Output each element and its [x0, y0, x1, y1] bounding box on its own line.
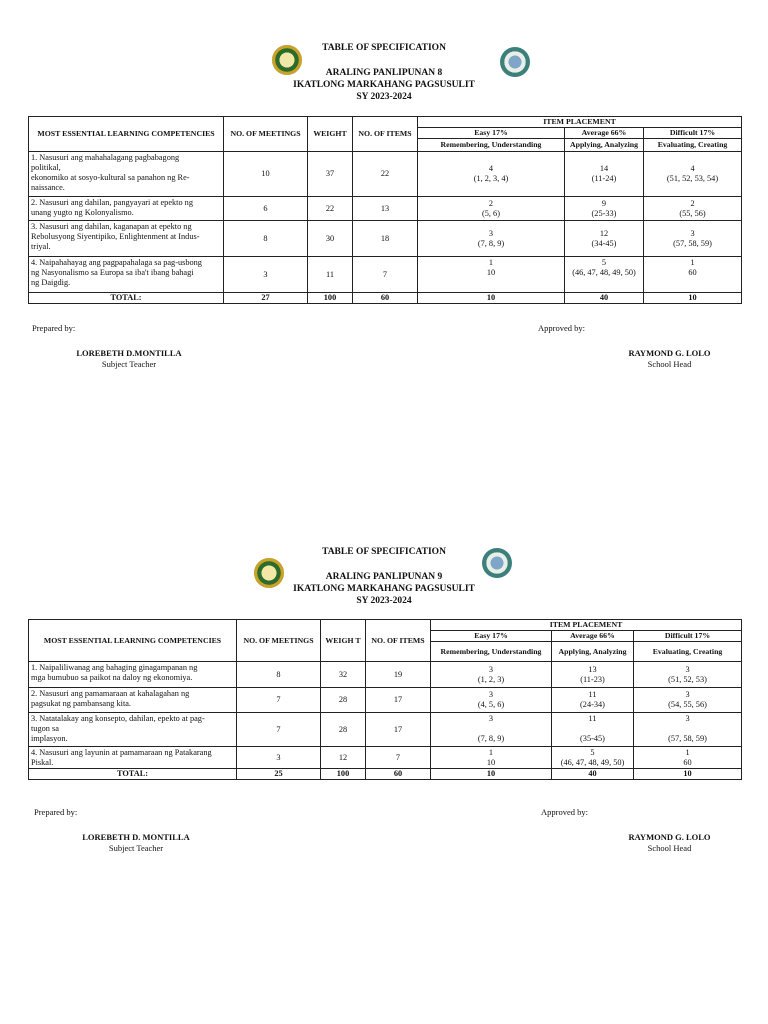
teacher-name: LOREBETH D. MONTILLA — [82, 832, 190, 842]
weight-cell: 37 — [308, 152, 353, 197]
total-meetings: 27 — [224, 293, 308, 304]
items-cell: 22 — [353, 152, 418, 197]
items-cell: 17 — [366, 713, 431, 747]
total-average: 40 — [552, 769, 634, 780]
meetings-header: NO. OF MEETINGS — [237, 620, 321, 662]
total-weight: 100 — [308, 293, 353, 304]
specification-table — [28, 619, 742, 780]
easy-cell: 4 (1, 2, 3, 4) — [418, 152, 565, 197]
weight-cell: 11 — [308, 257, 353, 293]
table-row — [29, 152, 742, 197]
average-cell: 11 (24-34) — [552, 688, 634, 713]
item-placement-header: ITEM PLACEMENT — [431, 620, 742, 631]
total-average: 40 — [565, 293, 644, 304]
table-row — [29, 713, 742, 747]
subject-title: ARALING PANLIPUNAN 8 — [325, 68, 443, 78]
weight-cell: 30 — [308, 221, 353, 257]
competency-cell: 1. Naipaliliwanag ang bahaging ginagampanan ng mga bumubuo sa paikot na daloy ng ekonomiya. — [29, 662, 237, 688]
subject-title: ARALING PANLIPUNAN 9 — [325, 572, 443, 582]
average-cell: 12 (34-45) — [565, 221, 644, 257]
weight-cell: 22 — [308, 197, 353, 221]
total-items: 60 — [366, 769, 431, 780]
average-cell: 11 (35-45) — [552, 713, 634, 747]
exam-title: IKATLONG MARKAHANG PAGSUSULIT — [293, 80, 475, 90]
competency-cell: 4. Naipahahayag ang pagpapahalaga sa pag-usbong ng Nasyonalismo sa Europa sa iba't ibang bahagi ng Daigdig. — [29, 257, 224, 293]
weight-cell: 28 — [321, 688, 366, 713]
easy-cell: 1 10 — [418, 257, 565, 293]
exam-title: IKATLONG MARKAHANG PAGSUSULIT — [293, 584, 475, 594]
total-row — [29, 293, 742, 304]
doc-title: TABLE OF SPECIFICATION — [322, 547, 446, 557]
doc-title: TABLE OF SPECIFICATION — [322, 43, 446, 53]
table-row — [29, 688, 742, 713]
item-placement-header: ITEM PLACEMENT — [418, 117, 742, 128]
specification-table — [28, 116, 742, 304]
items-cell: 18 — [353, 221, 418, 257]
items-cell: 7 — [366, 747, 431, 769]
head-signature-block — [592, 831, 747, 854]
meetings-cell: 3 — [224, 257, 308, 293]
items-cell: 13 — [353, 197, 418, 221]
teacher-signature-block — [46, 831, 226, 854]
average-header: Average 66% — [552, 631, 634, 642]
easy-cell: 3 (7, 8, 9) — [431, 713, 552, 747]
meetings-header: NO. OF MEETINGS — [224, 117, 308, 152]
difficult-header: Difficult 17% — [634, 631, 742, 642]
items-header: NO. OF ITEMS — [353, 117, 418, 152]
meetings-cell: 3 — [237, 747, 321, 769]
total-weight: 100 — [321, 769, 366, 780]
easy-subheader: Remembering, Understanding — [418, 139, 565, 152]
difficult-cell: 3 (51, 52, 53) — [634, 662, 742, 688]
school-year: SY 2023-2024 — [356, 92, 412, 102]
difficult-cell: 1 60 — [644, 257, 742, 293]
total-meetings: 25 — [237, 769, 321, 780]
items-cell: 19 — [366, 662, 431, 688]
head-name: RAYMOND G. LOLO — [628, 832, 711, 842]
table-row — [29, 221, 742, 257]
competency-cell: 3. Nasusuri ang dahilan, kaganapan at epekto ng Rebolusyong Siyentipiko, Enlightenment at Indus- triyal. — [29, 221, 224, 257]
meetings-cell: 8 — [237, 662, 321, 688]
average-subheader: Applying, Analyzing — [552, 642, 634, 662]
head-name: RAYMOND G. LOLO — [628, 348, 711, 358]
weight-cell: 28 — [321, 713, 366, 747]
difficult-subheader: Evaluating, Creating — [644, 139, 742, 152]
weight-header: WEIGH T — [321, 620, 366, 662]
prepared-by-label: Prepared by: — [34, 807, 78, 817]
weight-header: WEIGHT — [308, 117, 353, 152]
easy-cell: 3 (7, 8, 9) — [418, 221, 565, 257]
weight-cell: 12 — [321, 747, 366, 769]
competency-cell: 1. Nasusuri ang mahahalagang pagbabagong politikal, ekonomiko at sosyo-kultural sa panahon ng Re- naissance. — [29, 152, 224, 197]
competency-cell: 2. Nasusuri ang dahilan, pangyayari at epekto ng unang yugto ng Kolonyalismo. — [29, 197, 224, 221]
items-header: NO. OF ITEMS — [366, 620, 431, 662]
meetings-cell: 6 — [224, 197, 308, 221]
average-subheader: Applying, Analyzing — [565, 139, 644, 152]
competency-cell: 4. Nasusuri ang layunin at pamamaraan ng Patakarang Piskal. — [29, 747, 237, 769]
easy-cell: 3 (1, 2, 3) — [431, 662, 552, 688]
competency-header: MOST ESSENTIAL LEARNING COMPETENCIES — [29, 117, 224, 152]
approved-by-label: Approved by: — [538, 323, 585, 333]
average-cell: 9 (25-33) — [565, 197, 644, 221]
average-header: Average 66% — [565, 128, 644, 139]
total-label: TOTAL: — [29, 769, 237, 780]
difficult-cell: 1 60 — [634, 747, 742, 769]
total-items: 60 — [353, 293, 418, 304]
easy-header: Easy 17% — [418, 128, 565, 139]
items-cell: 17 — [366, 688, 431, 713]
total-difficult: 10 — [644, 293, 742, 304]
easy-header: Easy 17% — [431, 631, 552, 642]
difficult-cell: 2 (55, 56) — [644, 197, 742, 221]
weight-cell: 32 — [321, 662, 366, 688]
approved-by-label: Approved by: — [541, 807, 588, 817]
total-label: TOTAL: — [29, 293, 224, 304]
average-cell: 13 (11-23) — [552, 662, 634, 688]
total-difficult: 10 — [634, 769, 742, 780]
teacher-role: Subject Teacher — [108, 843, 164, 853]
teacher-signature-block — [40, 347, 218, 370]
table-row — [29, 257, 742, 293]
difficult-subheader: Evaluating, Creating — [634, 642, 742, 662]
average-cell: 14 (11-24) — [565, 152, 644, 197]
teacher-role: Subject Teacher — [101, 359, 157, 369]
meetings-cell: 7 — [237, 688, 321, 713]
difficult-cell: 4 (51, 52, 53, 54) — [644, 152, 742, 197]
meetings-cell: 8 — [224, 221, 308, 257]
easy-cell: 2 (5, 6) — [418, 197, 565, 221]
school-year: SY 2023-2024 — [356, 596, 412, 606]
table-row — [29, 197, 742, 221]
difficult-header: Difficult 17% — [644, 128, 742, 139]
difficult-cell: 3 (57, 58, 59) — [644, 221, 742, 257]
head-role: School Head — [647, 843, 692, 853]
competency-cell: 3. Natatalakay ang konsepto, dahilan, epekto at pag- tugon sa implasyon. — [29, 713, 237, 747]
competency-cell: 2. Nasusuri ang pamamaraan at kahalagahan ng pagsukat ng pambansang kita. — [29, 688, 237, 713]
table-row — [29, 662, 742, 688]
average-cell: 5 (46, 47, 48, 49, 50) — [552, 747, 634, 769]
easy-cell: 3 (4, 5, 6) — [431, 688, 552, 713]
total-easy: 10 — [418, 293, 565, 304]
average-cell: 5 (46, 47, 48, 49, 50) — [565, 257, 644, 293]
difficult-cell: 3 (57, 58, 59) — [634, 713, 742, 747]
prepared-by-label: Prepared by: — [32, 323, 76, 333]
meetings-cell: 10 — [224, 152, 308, 197]
easy-subheader: Remembering, Understanding — [431, 642, 552, 662]
easy-cell: 1 10 — [431, 747, 552, 769]
meetings-cell: 7 — [237, 713, 321, 747]
head-role: School Head — [647, 359, 692, 369]
teacher-name: LOREBETH D.MONTILLA — [76, 348, 182, 358]
table-row — [29, 747, 742, 769]
total-easy: 10 — [431, 769, 552, 780]
items-cell: 7 — [353, 257, 418, 293]
difficult-cell: 3 (54, 55, 56) — [634, 688, 742, 713]
total-row — [29, 769, 742, 780]
head-signature-block — [592, 347, 747, 370]
competency-header: MOST ESSENTIAL LEARNING COMPETENCIES — [29, 620, 237, 662]
